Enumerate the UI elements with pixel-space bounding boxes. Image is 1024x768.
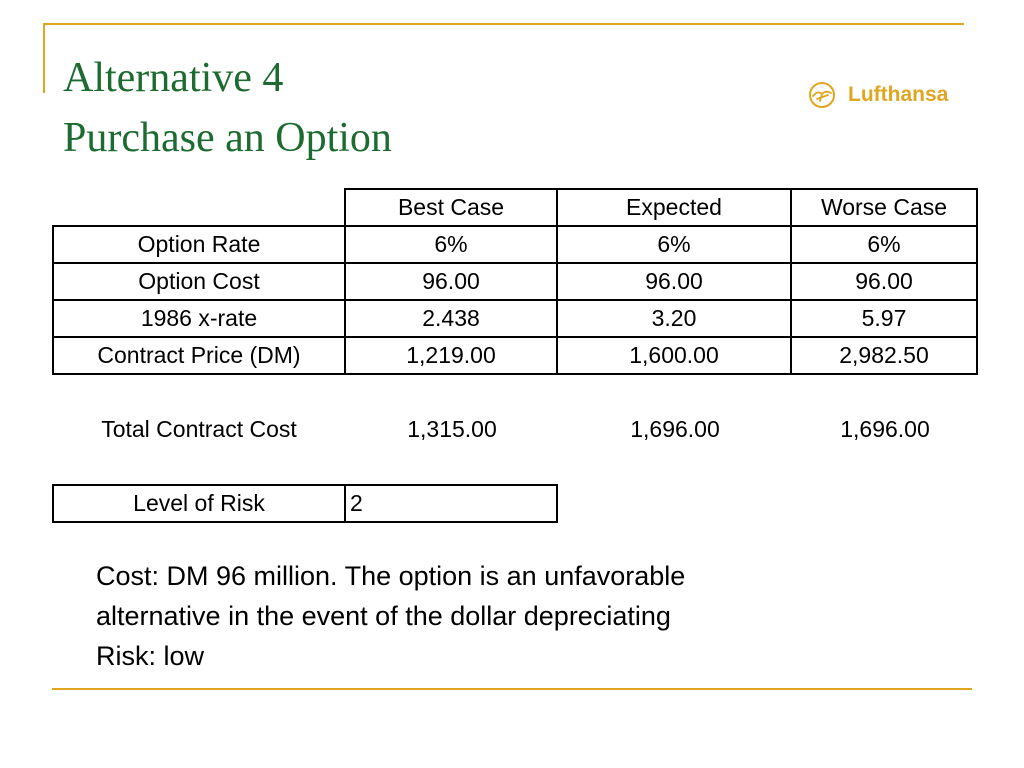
table-cell: 96.00 [345,263,557,300]
table-header-row [53,189,977,226]
lufthansa-logo [808,80,948,110]
header-cell: Expected [557,189,791,226]
risk-value: 2 [345,485,557,522]
title-line-2: Purchase an Option [63,115,392,161]
table-row [52,410,978,448]
table-cell: 2,982.50 [791,337,977,374]
bottom-rule [52,688,972,690]
row-label: Option Cost [53,263,345,300]
table-cell: 1,219.00 [345,337,557,374]
row-label: Option Rate [53,226,345,263]
table-cell: 1,696.00 [630,415,720,442]
table-row [53,337,977,374]
table-cell: 5.97 [791,300,977,337]
note-line-3: Risk: low [96,641,205,671]
crane-logo-icon [808,81,836,109]
total-contract-cost-row [52,410,978,448]
table-cell: 3.20 [557,300,791,337]
risk-label: Level of Risk [53,485,345,522]
table-cell: 1,315.00 [407,415,497,442]
risk-table [52,484,558,523]
row-label: Contract Price (DM) [53,337,345,374]
table-cell: 6% [791,226,977,263]
left-rule [43,23,45,93]
title-line-1: Alternative 4 [63,55,284,101]
note-line-2: alternative in the event of the dollar depreciating [96,601,671,631]
note-line-1: Cost: DM 96 million. The option is an unfavorable [96,561,686,591]
table-row [53,300,977,337]
table-row [53,226,977,263]
table-cell: 96.00 [791,263,977,300]
slide-title [63,48,392,168]
table-cell: 1,696.00 [840,415,930,442]
table-row [53,485,557,522]
top-rule [44,23,964,25]
table-cell: 1,600.00 [557,337,791,374]
summary-note [96,556,685,676]
header-cell: Worse Case [791,189,977,226]
table-cell: 2.438 [345,300,557,337]
header-cell-empty [53,189,345,226]
table-cell: 96.00 [557,263,791,300]
scenario-table [52,188,978,375]
row-label: Total Contract Cost [101,415,297,442]
table-row [53,263,977,300]
table-cell: 6% [345,226,557,263]
header-cell: Best Case [345,189,557,226]
logo-brand-text: Lufthansa [848,83,949,106]
row-label: 1986 x-rate [53,300,345,337]
table-cell: 6% [557,226,791,263]
